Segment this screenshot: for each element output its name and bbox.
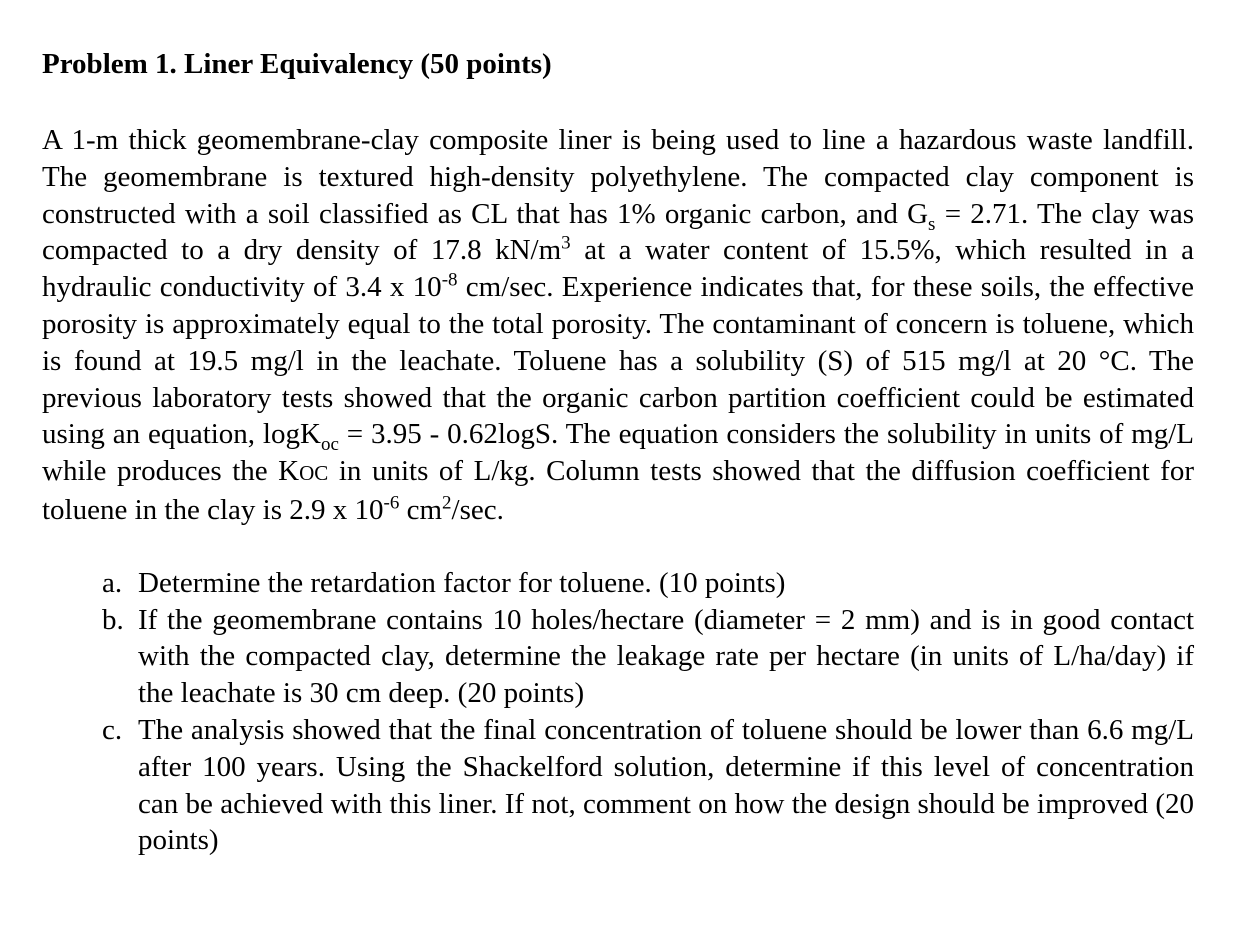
question-list [42,565,1194,859]
statement-text-2: = 2.71. The clay was compacted to a dry density of 17.8 kN/m [42,197,1194,267]
diffusion-exponent: -6 [383,492,400,514]
question-text: The analysis showed that the final concentration of toluene should be lower than 6.6 mg/L after 100 years. Using the Shackelford solution, determine if this level of concentration can be achieved with this liner. If not, comment on how the design should be improved (20 points) [138,713,1194,857]
question-text: If the geomembrane contains 10 holes/hectare (diameter = 2 mm) and is in good contact with the compacted clay, determine the leakage rate per hectare (in units of L/ha/day) if the leachate is 30 cm deep. (20 points) [138,603,1194,710]
statement-text-7: cm [399,493,443,526]
statement-text-5: = 3.95 - 0.62logS. The equation considers the solubility in units of mg/L while produces the K [42,418,1194,488]
problem-document [42,44,1194,859]
list-item [42,565,1194,602]
problem-title: Problem 1. Liner Equivalency (50 points) [42,48,552,80]
cubic-superscript: 3 [561,232,571,254]
statement-text-1: A 1-m thick geomembrane-clay composite liner is being used to line a hazardous waste landfill. The geomembrane is textured high-density polyethylene. The compacted clay component is constructed with a soil classified as CL that has 1% organic carbon, and G [42,124,1194,230]
question-text: Determine the retardation factor for toluene. (10 points) [138,566,786,599]
problem-statement [42,122,1194,529]
statement-text-6: in units of L/kg. Column tests showed that the diffusion coefficient for toluene in the clay is 2.9 x 10 [42,455,1194,526]
list-marker: c. [102,713,123,746]
list-marker: a. [102,566,123,599]
koc-smallcaps: OC [299,461,329,486]
square-superscript: 2 [442,492,452,514]
gs-subscript: s [928,213,936,235]
statement-text-3: at a water content of 15.5%, which resulted in a hydraulic conductivity of 3.4 x 10 [42,234,1194,304]
list-item [42,602,1194,712]
koc-subscript: oc [320,434,339,456]
statement-text-4: cm/sec. Experience indicates that, for these soils, the effective porosity is approximately equal to the total porosity. The contaminant of concern is toluene, which is found at 19.5 mg/l in the leachate. Toluene has a solubility (S) of 515 mg/l at 20 °C. The previous laboratory tests showed that the organic carbon partition coefficient could be estimated using an equation, logK [42,271,1194,451]
conductivity-exponent: -8 [441,269,458,291]
statement-text-8: /sec. [451,493,504,526]
list-marker: b. [102,603,124,636]
list-item [42,712,1194,859]
